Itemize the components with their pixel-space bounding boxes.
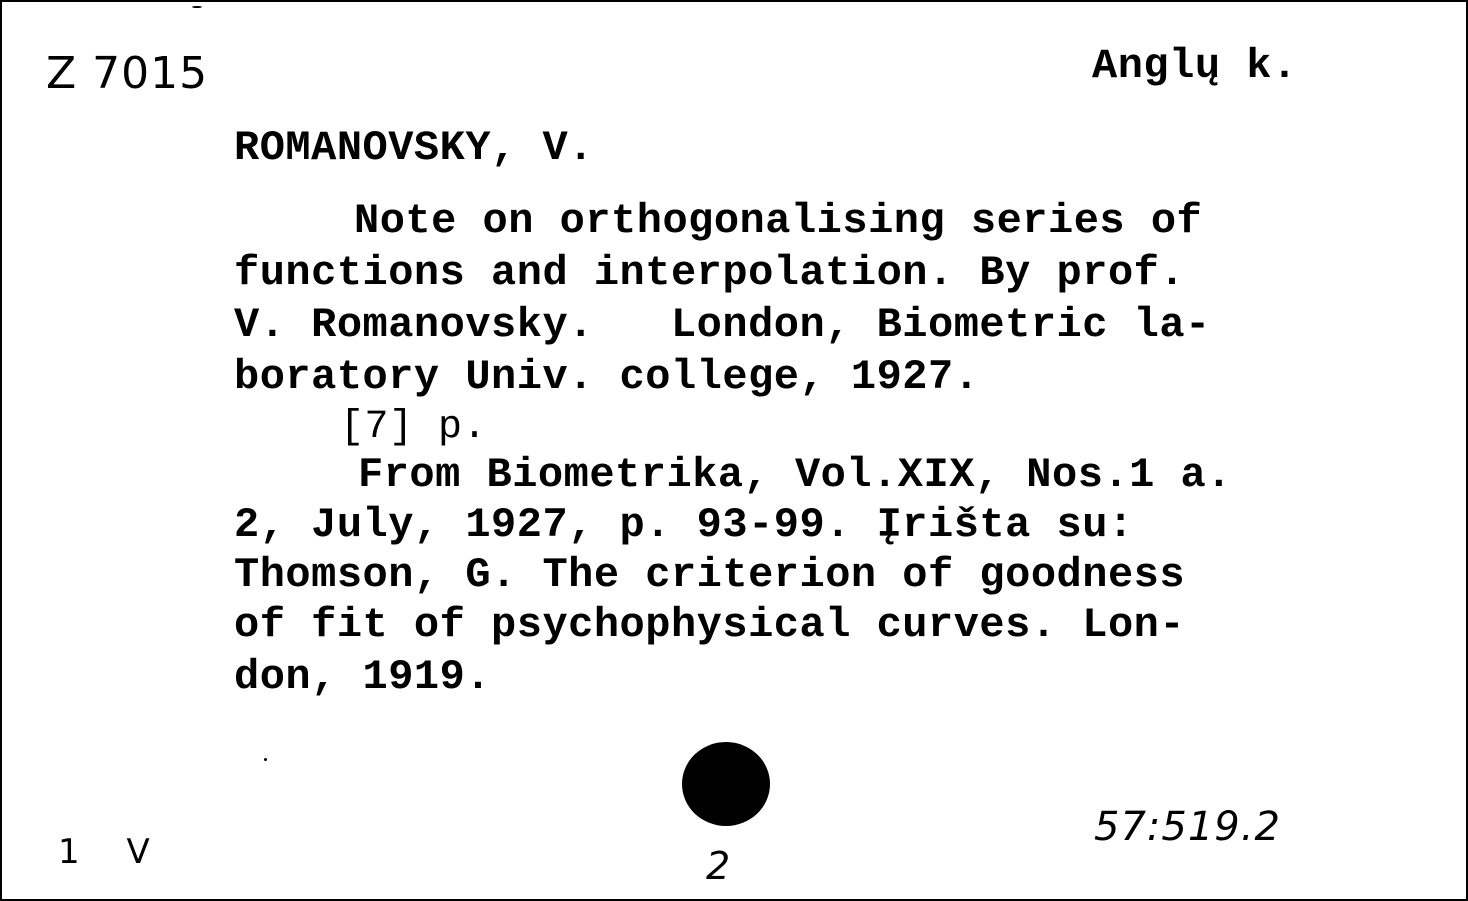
note-line: don, 1919. [234, 653, 492, 701]
handwritten-mark-left: 1 V [58, 832, 168, 872]
ink-speck [192, 6, 202, 8]
note-line: of fit of psychophysical curves. Lon- [234, 601, 1186, 649]
punch-hole [682, 742, 770, 826]
collation: [7] p. [340, 405, 488, 450]
classification-number: 57:519.2 [1094, 804, 1281, 850]
title-line: V. Romanovsky. London, Biometric la- [234, 301, 1211, 349]
note-line: From Biometrika, Vol.XIX, Nos.1 a. [358, 451, 1232, 499]
ink-speck [264, 758, 267, 761]
note-line: 2, July, 1927, p. 93-99. Įrišta su: [234, 501, 1134, 549]
title-line: functions and interpolation. By prof. [234, 249, 1186, 297]
title-line: boratory Univ. college, 1927. [234, 353, 980, 401]
title-line: Note on orthogonalising series of [354, 197, 1203, 245]
author-heading: ROMANOVSKY, V. [234, 124, 594, 172]
note-line: Thomson, G. The criterion of goodness [234, 551, 1186, 599]
handwritten-mark-center: 2 [706, 844, 731, 888]
language-note: Anglų k. [1092, 42, 1298, 90]
call-number: Z 7015 [46, 48, 209, 99]
